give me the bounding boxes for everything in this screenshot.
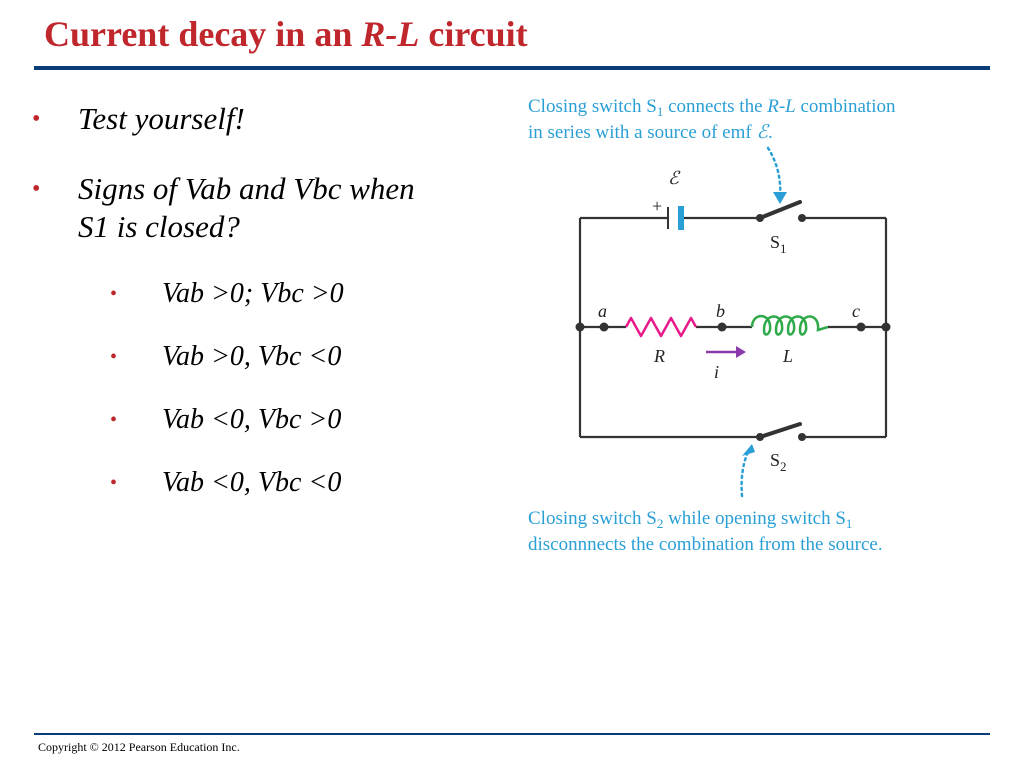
title-italic: R-L (361, 14, 420, 54)
bullet-dot: • (32, 176, 41, 202)
title-rule (34, 66, 990, 70)
rl-circuit-diagram (520, 90, 980, 560)
resistor (626, 318, 696, 336)
question-line-2: S1 is closed? (78, 209, 240, 244)
bullet-question (32, 170, 415, 246)
caption-top-line-2: in series with a source of emf ℰ. (528, 122, 773, 143)
bullet-dot: • (110, 346, 118, 368)
node-right-junction (882, 323, 891, 332)
node-left-junction (576, 323, 585, 332)
inductor (752, 316, 828, 334)
switch-s1-blade[interactable] (760, 202, 800, 218)
bullet-dot: • (110, 472, 118, 494)
node-c-label: c (852, 301, 860, 321)
option-text: Vab >0; Vbc >0 (162, 278, 344, 309)
caption-top-line-1: Closing switch $S_1$ connects the R-L combination (528, 96, 896, 119)
s1-label: $S_1$ (770, 232, 787, 256)
caption-bottom-line-1: Closing switch $S_2$ while opening switch $S_1$ (528, 508, 853, 531)
inductor-label: L (783, 346, 794, 366)
current-label: i (714, 362, 720, 382)
circuit-wires (580, 218, 886, 437)
option-4[interactable] (110, 466, 342, 500)
s2-label: $S_2$ (770, 450, 787, 474)
s2-contact-right (798, 433, 806, 441)
bullet-test-yourself (32, 100, 245, 138)
node-b (718, 323, 727, 332)
caption-bottom-line-2: disconnnects the combination from the source. (528, 534, 883, 555)
option-1[interactable] (110, 277, 344, 311)
question-line-1: Signs of Vab and Vbc when (78, 171, 415, 206)
bullet-text: Test yourself! (78, 101, 245, 136)
footer-rule (34, 733, 990, 735)
option-2[interactable] (110, 340, 342, 374)
option-text: Vab <0, Vbc <0 (162, 467, 342, 498)
s1-contact-right (798, 214, 806, 222)
battery-plus: + (652, 196, 663, 216)
slide-title (44, 12, 528, 56)
current-arrowhead (736, 346, 746, 358)
title-prefix: Current decay in an (44, 14, 362, 54)
resistor-label: R (654, 346, 665, 366)
pointer-arrowhead-s1 (773, 192, 787, 204)
copyright-footer: Copyright © 2012 Pearson Education Inc. (38, 740, 240, 754)
pointer-to-s1 (768, 148, 780, 198)
switch-s2-blade[interactable] (760, 424, 800, 437)
bullet-dot: • (32, 106, 41, 132)
node-b-label: b (716, 301, 725, 321)
option-3[interactable] (110, 403, 342, 437)
node-a (600, 323, 609, 332)
emf-label: ℰ (668, 168, 679, 188)
pointer-arrowhead-s2 (742, 444, 755, 456)
title-suffix: circuit (419, 14, 528, 54)
bullet-dot: • (110, 409, 118, 431)
bullet-dot: • (110, 283, 118, 305)
pointer-to-s2 (742, 452, 748, 496)
node-c (857, 323, 866, 332)
option-text: Vab <0, Vbc >0 (162, 404, 342, 435)
node-a-label: a (598, 301, 607, 321)
option-text: Vab >0, Vbc <0 (162, 341, 342, 372)
